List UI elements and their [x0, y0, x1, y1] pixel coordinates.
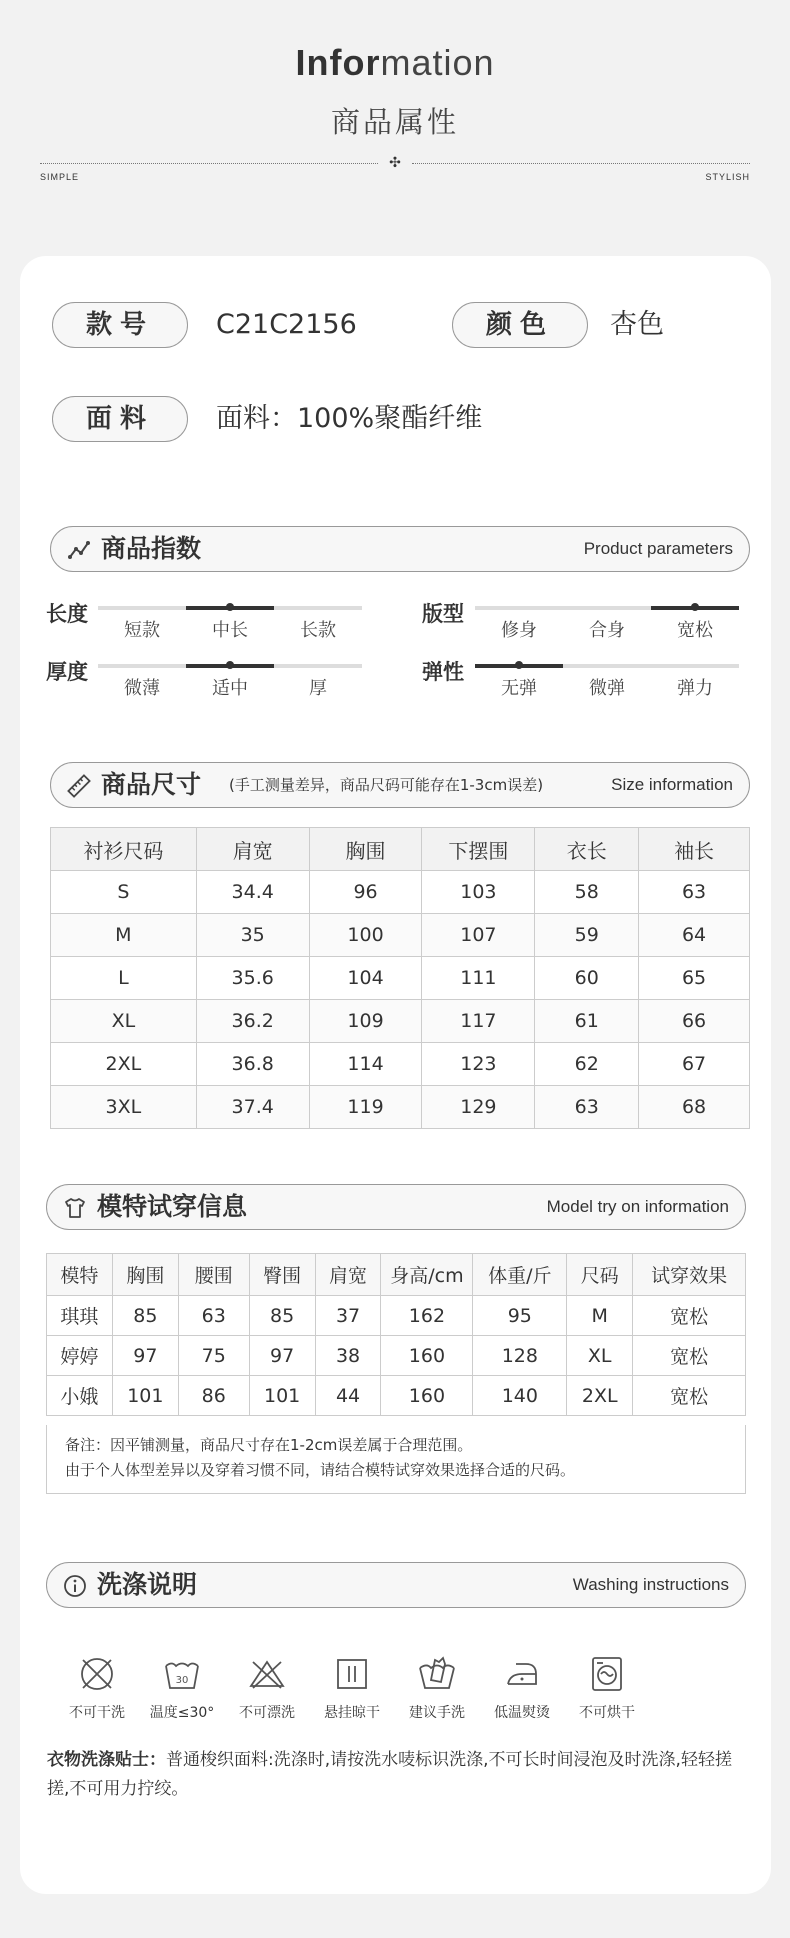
model-cell: 宽松 [633, 1296, 746, 1336]
tshirt-icon [63, 1196, 87, 1220]
size-cell: 34.4 [196, 871, 309, 914]
size-cell: XL [51, 1000, 197, 1043]
table-row [51, 1043, 750, 1086]
style-no-label: 款号 [52, 302, 188, 348]
size-cell: 63 [639, 871, 750, 914]
size-cell: L [51, 957, 197, 1000]
size-cell: 62 [535, 1043, 639, 1086]
ruler-icon [67, 774, 91, 798]
param-label: 版型 [422, 602, 464, 626]
param-track [98, 606, 362, 610]
size-cell: M [51, 914, 197, 957]
size-col-header: 胸围 [309, 828, 422, 871]
model-cell: 宽松 [633, 1336, 746, 1376]
param-track [98, 664, 362, 668]
color-label: 颜色 [452, 302, 588, 348]
divider-right [412, 163, 750, 164]
param-option: 适中 [212, 678, 248, 699]
size-section-title: 商品尺寸 [101, 770, 202, 799]
model-cell: 101 [249, 1376, 315, 1416]
tag-simple: SIMPLE [40, 172, 80, 182]
model-section-en: Model try on information [546, 1197, 729, 1216]
fabric-value: 面料：100%聚酯纤维 [216, 403, 483, 434]
param-selected-dot [226, 661, 234, 669]
param-label: 长度 [46, 602, 88, 626]
model-cell: 婷婷 [47, 1336, 113, 1376]
param-option: 微弹 [589, 678, 625, 699]
style-no-value: C21C2156 [216, 309, 357, 340]
table-row [51, 1000, 750, 1043]
table-row [51, 871, 750, 914]
param-track [475, 606, 739, 610]
model-col-header: 尺码 [567, 1254, 633, 1296]
wash-section-title: 洗涤说明 [97, 1570, 198, 1599]
divider-left [40, 163, 378, 164]
wash-tips [47, 1746, 753, 1804]
param-option: 长款 [300, 620, 336, 641]
wash-label: 不可漂洗 [239, 1705, 295, 1721]
info-card [20, 256, 771, 1894]
table-row [47, 1376, 746, 1416]
params-section-title: 商品指数 [101, 534, 202, 563]
model-cell: 85 [112, 1296, 178, 1336]
model-cell: 140 [473, 1376, 567, 1416]
model-cell: 101 [112, 1376, 178, 1416]
model-cell: 44 [315, 1376, 381, 1416]
hand-wash-icon [392, 1654, 482, 1694]
size-cell: 117 [422, 1000, 535, 1043]
model-col-header: 身高/cm [381, 1254, 473, 1296]
wash-label: 不可干洗 [69, 1705, 125, 1721]
model-cell: M [567, 1296, 633, 1336]
wash-item [562, 1654, 652, 1722]
param-label: 厚度 [46, 660, 88, 684]
size-section-en: Size information [611, 775, 733, 794]
wash-label: 温度≤30° [149, 1705, 215, 1721]
size-cell: 36.2 [196, 1000, 309, 1043]
model-section-header [46, 1184, 746, 1230]
svg-text:30: 30 [175, 1675, 189, 1686]
wash-item [477, 1654, 567, 1722]
wash-item [307, 1654, 397, 1722]
size-cell: 68 [639, 1086, 750, 1129]
wash-tips-text: 普通梭织面料:洗涤时,请按洗水唛标识洗涤,不可长时间浸泡及时洗涤,轻轻搓搓,不可用力拧绞。 [47, 1750, 732, 1799]
param-label: 弹性 [422, 660, 464, 684]
size-cell: 60 [535, 957, 639, 1000]
size-cell: 64 [639, 914, 750, 957]
wash-item [137, 1654, 227, 1722]
wash-tips-label: 衣物洗涤贴士： [47, 1750, 166, 1770]
param-option: 合身 [589, 620, 625, 641]
size-cell: 96 [309, 871, 422, 914]
model-cell: 63 [178, 1296, 249, 1336]
model-cell: 160 [381, 1376, 473, 1416]
wash-label: 不可烘干 [579, 1705, 635, 1721]
model-cell: 小娥 [47, 1376, 113, 1416]
model-table [46, 1253, 746, 1416]
table-row [51, 1086, 750, 1129]
wash-section-en: Washing instructions [572, 1575, 729, 1594]
size-cell: 65 [639, 957, 750, 1000]
size-cell: 37.4 [196, 1086, 309, 1129]
wash-item [52, 1654, 142, 1722]
param-option: 厚 [309, 678, 327, 699]
model-cell: 宽松 [633, 1376, 746, 1416]
fabric-label: 面料 [52, 396, 188, 442]
model-cell: 37 [315, 1296, 381, 1336]
model-note-line2: 由于个人体型差异以及穿着习惯不同，请结合模特试穿效果选择合适的尺码。 [65, 1461, 576, 1479]
model-cell: 86 [178, 1376, 249, 1416]
model-cell: 琪琪 [47, 1296, 113, 1336]
page-header [0, 0, 790, 200]
model-col-header: 臀围 [249, 1254, 315, 1296]
param-selected-dot [226, 603, 234, 611]
header-title-bold: Infor [295, 42, 381, 83]
model-note [46, 1425, 746, 1494]
model-col-header: 体重/斤 [473, 1254, 567, 1296]
param-option: 中长 [212, 620, 248, 641]
param-option: 无弹 [501, 678, 537, 699]
model-cell: 97 [249, 1336, 315, 1376]
header-subtitle: 商品属性 [330, 105, 459, 139]
size-cell: 58 [535, 871, 639, 914]
model-cell: XL [567, 1336, 633, 1376]
size-cell: 2XL [51, 1043, 197, 1086]
header-title [0, 42, 790, 84]
size-cell: 59 [535, 914, 639, 957]
size-cell: 35.6 [196, 957, 309, 1000]
model-col-header: 模特 [47, 1254, 113, 1296]
size-cell: 36.8 [196, 1043, 309, 1086]
table-row [51, 957, 750, 1000]
size-cell: 123 [422, 1043, 535, 1086]
params-section-en: Product parameters [583, 539, 733, 558]
size-cell: 109 [309, 1000, 422, 1043]
size-col-header: 肩宽 [196, 828, 309, 871]
size-cell: 3XL [51, 1086, 197, 1129]
size-cell: 66 [639, 1000, 750, 1043]
model-col-header: 肩宽 [315, 1254, 381, 1296]
params-section-header [50, 526, 750, 572]
param-option: 微薄 [124, 678, 160, 699]
size-table [50, 827, 750, 1129]
wash-item [222, 1654, 312, 1722]
size-cell: S [51, 871, 197, 914]
model-cell: 97 [112, 1336, 178, 1376]
no-tumble-dry-icon [562, 1654, 652, 1694]
size-cell: 103 [422, 871, 535, 914]
cross-arrows-icon: ✣ [389, 155, 401, 171]
model-cell: 38 [315, 1336, 381, 1376]
size-cell: 63 [535, 1086, 639, 1129]
tag-stylish: STYLISH [705, 172, 750, 182]
model-col-header: 试穿效果 [633, 1254, 746, 1296]
size-cell: 67 [639, 1043, 750, 1086]
wash-label: 悬挂晾干 [324, 1705, 380, 1721]
model-cell: 95 [473, 1296, 567, 1336]
size-col-header: 下摆围 [422, 828, 535, 871]
size-col-header: 袖长 [639, 828, 750, 871]
model-cell: 160 [381, 1336, 473, 1376]
size-cell: 114 [309, 1043, 422, 1086]
size-col-header: 衣长 [535, 828, 639, 871]
size-cell: 100 [309, 914, 422, 957]
size-cell: 111 [422, 957, 535, 1000]
size-cell: 104 [309, 957, 422, 1000]
size-section-note: (手工测量差异，商品尺码可能存在1-3cm误差) [229, 776, 544, 794]
table-row [51, 914, 750, 957]
size-cell: 107 [422, 914, 535, 957]
size-cell: 119 [309, 1086, 422, 1129]
hang-dry-icon [307, 1654, 397, 1694]
wash-item [392, 1654, 482, 1722]
model-cell: 2XL [567, 1376, 633, 1416]
model-cell: 162 [381, 1296, 473, 1336]
size-cell: 129 [422, 1086, 535, 1129]
wash-30-icon [137, 1654, 227, 1694]
wash-section-header [46, 1562, 746, 1608]
no-bleach-icon [222, 1654, 312, 1694]
model-cell: 85 [249, 1296, 315, 1336]
model-note-line1: 备注：因平铺测量，商品尺寸存在1-2cm误差属于合理范围。 [65, 1436, 473, 1454]
param-option: 修身 [501, 620, 537, 641]
trend-line-icon [67, 538, 91, 562]
model-cell: 75 [178, 1336, 249, 1376]
size-cell: 35 [196, 914, 309, 957]
model-col-header: 胸围 [112, 1254, 178, 1296]
size-col-header: 衬衫尺码 [51, 828, 197, 871]
size-section-header [50, 762, 750, 808]
param-selected-dot [515, 661, 523, 669]
param-option: 弹力 [677, 678, 713, 699]
model-section-title: 模特试穿信息 [97, 1192, 248, 1221]
info-icon [63, 1574, 87, 1598]
wash-label: 低温熨烫 [494, 1705, 550, 1721]
size-cell: 61 [535, 1000, 639, 1043]
model-cell: 128 [473, 1336, 567, 1376]
param-option: 短款 [124, 620, 160, 641]
table-row [47, 1296, 746, 1336]
color-value: 杏色 [610, 309, 664, 340]
no-dry-clean-icon [52, 1654, 142, 1694]
header-title-thin: mation [380, 42, 495, 83]
table-row [47, 1336, 746, 1376]
low-iron-icon [477, 1654, 567, 1694]
param-option: 宽松 [677, 620, 713, 641]
param-track [475, 664, 739, 668]
wash-label: 建议手洗 [409, 1705, 465, 1721]
param-selected-dot [691, 603, 699, 611]
model-col-header: 腰围 [178, 1254, 249, 1296]
